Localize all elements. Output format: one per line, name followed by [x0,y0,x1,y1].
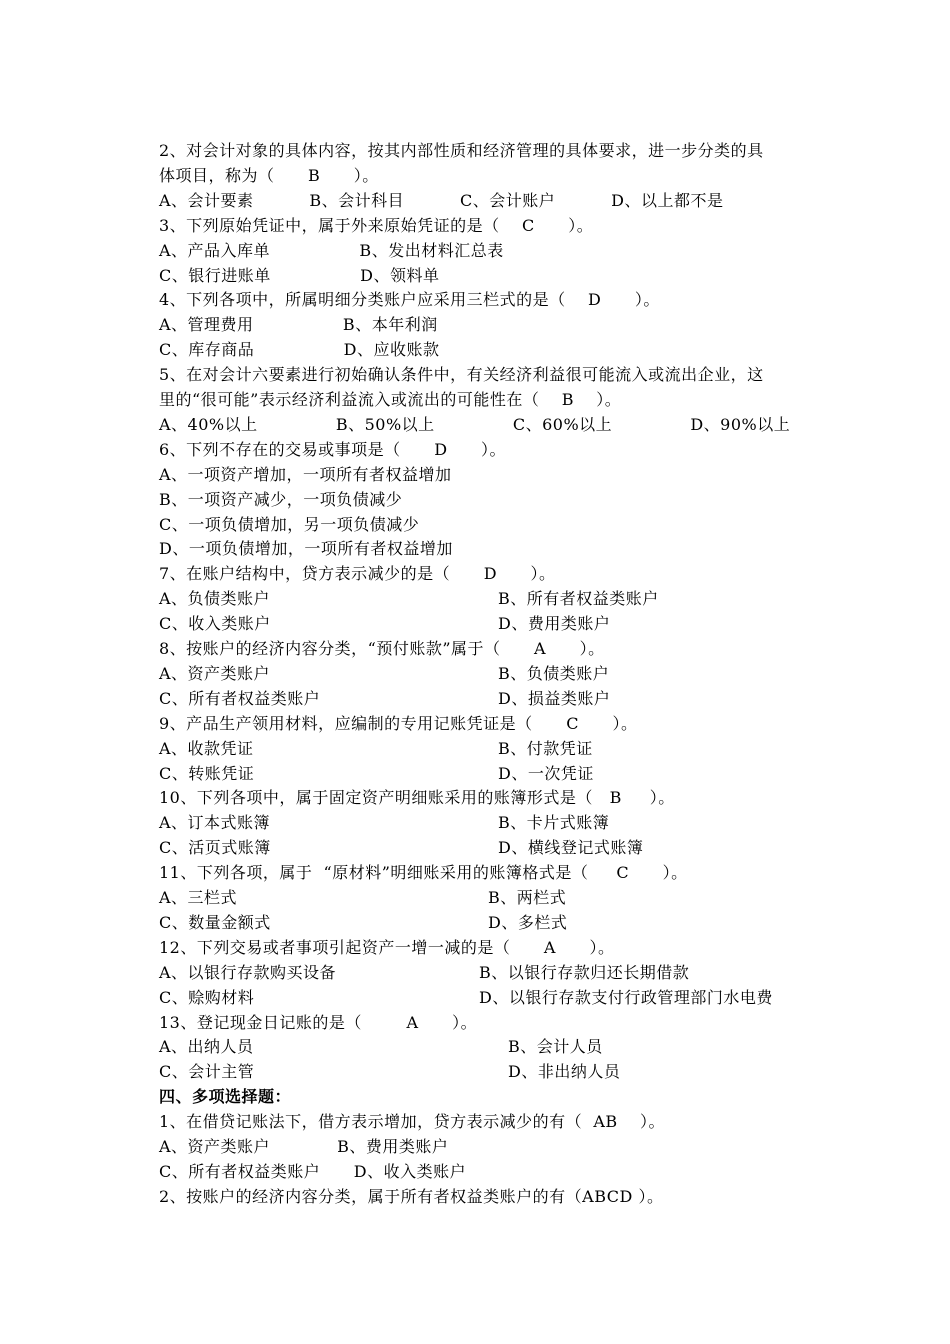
text-line: A、会计要素 B、会计科目 C、会计账户 D、以上都不是 [159,190,724,210]
text-line: A、管理费用 B、本年利润 [159,315,438,335]
text-line: A、一项资产增加，一项所有者权益增加 [159,464,452,484]
text-line: 3、下列原始凭证中，属于外来原始凭证的是（ C ）。 [159,215,594,235]
option-left: A、三栏式 [159,888,238,907]
section-heading: 四、多项选择题： [159,1087,292,1107]
text-line: 11、下列各项，属于 “原材料”明细账采用的账簿格式是（ C ）。 [159,863,688,883]
option-right: D、多栏式 [488,912,568,932]
option-right: B、会计人员 [508,1037,603,1057]
text-line: C、所有者权益类账户 D、收入类账户 [159,1161,467,1181]
text-line: 10、下列各项中，属于固定资产明细账采用的账簿形式是（ B ）。 [159,788,675,808]
option-left: C、会计主管 [159,1062,255,1082]
text-line: A、产品入库单 B、发出材料汇总表 [159,240,504,260]
text-line: 12、下列交易或者事项引起资产一增一减的是（ A ）。 [159,937,615,957]
option-left: A、收款凭证 [159,738,254,758]
text-line: C、银行进账单 D、领料单 [159,265,440,285]
option-left: C、数量金额式 [159,912,271,932]
option-right: D、费用类账户 [498,614,611,634]
text-line: 里的“很可能”表示经济利益流入或流出的可能性在（ B ）。 [159,390,622,409]
text-line: C、库存商品 D、应收账款 [159,340,440,360]
option-right: B、所有者权益类账户 [498,589,659,609]
text-line: A、40%以上 B、50%以上 C、60%以上 D、90%以上 [159,414,791,434]
text-line: 4、下列各项中，所属明细分类账户应采用三栏式的是（ D ）。 [159,290,660,310]
text-line: 体项目，称为（ B ）。 [159,165,379,185]
option-left: A、订本式账簿 [159,813,271,833]
text-line: B、一项资产减少，一项负债减少 [159,489,403,509]
option-right: B、负债类账户 [498,663,610,683]
text-line: 1、在借贷记账法下，借方表示增加，贷方表示减少的有（ AB ）。 [159,1112,666,1132]
option-right: B、两栏式 [488,888,567,907]
option-left: A、出纳人员 [159,1037,254,1057]
option-right: D、损益类账户 [498,688,611,708]
text-line: 5、在对会计六要素进行初始确认条件中，有关经济利益很可能流入或流出企业，这 [159,365,764,385]
text-line: C、一项负债增加，另一项负债减少 [159,514,420,534]
option-right: B、卡片式账簿 [498,813,610,833]
text-line: 7、在账户结构中，贷方表示减少的是（ D ）。 [159,564,556,584]
option-right: D、一次凭证 [498,763,594,783]
option-left: A、负债类账户 [159,589,271,609]
option-left: A、资产类账户 [159,663,271,683]
option-left: C、转账凭证 [159,763,255,783]
text-line: 8、按账户的经济内容分类，“预付账款”属于（ A ）。 [159,639,605,658]
option-left: C、活页式账簿 [159,838,271,858]
option-right: D、非出纳人员 [508,1062,621,1082]
text-line: 6、下列不存在的交易或事项是（ D ）。 [159,439,507,459]
option-right: D、横线登记式账簿 [498,838,644,858]
text-line: 9、产品生产领用材料，应编制的专用记账凭证是（ C ）。 [159,713,638,733]
option-right: D、以银行存款支付行政管理部门水电费 [479,987,773,1007]
option-left: C、所有者权益类账户 [159,688,321,708]
option-right: B、以银行存款归还长期借款 [479,962,690,982]
option-left: C、收入类账户 [159,614,271,634]
option-left: A、以银行存款购买设备 [159,962,337,982]
option-left: C、赊购材料 [159,987,255,1007]
option-right: B、付款凭证 [498,738,593,758]
text-line: A、资产类账户 B、费用类账户 [159,1137,449,1156]
text-line: 2、对会计对象的具体内容，按其内部性质和经济管理的具体要求，进一步分类的具 [159,141,764,160]
text-line: D、一项负债增加，一项所有者权益增加 [159,539,453,559]
text-line: 2、按账户的经济内容分类，属于所有者权益类账户的有（ABCD ）。 [159,1186,664,1206]
text-line: 13、登记现金日记账的是（ A ）。 [159,1012,478,1032]
